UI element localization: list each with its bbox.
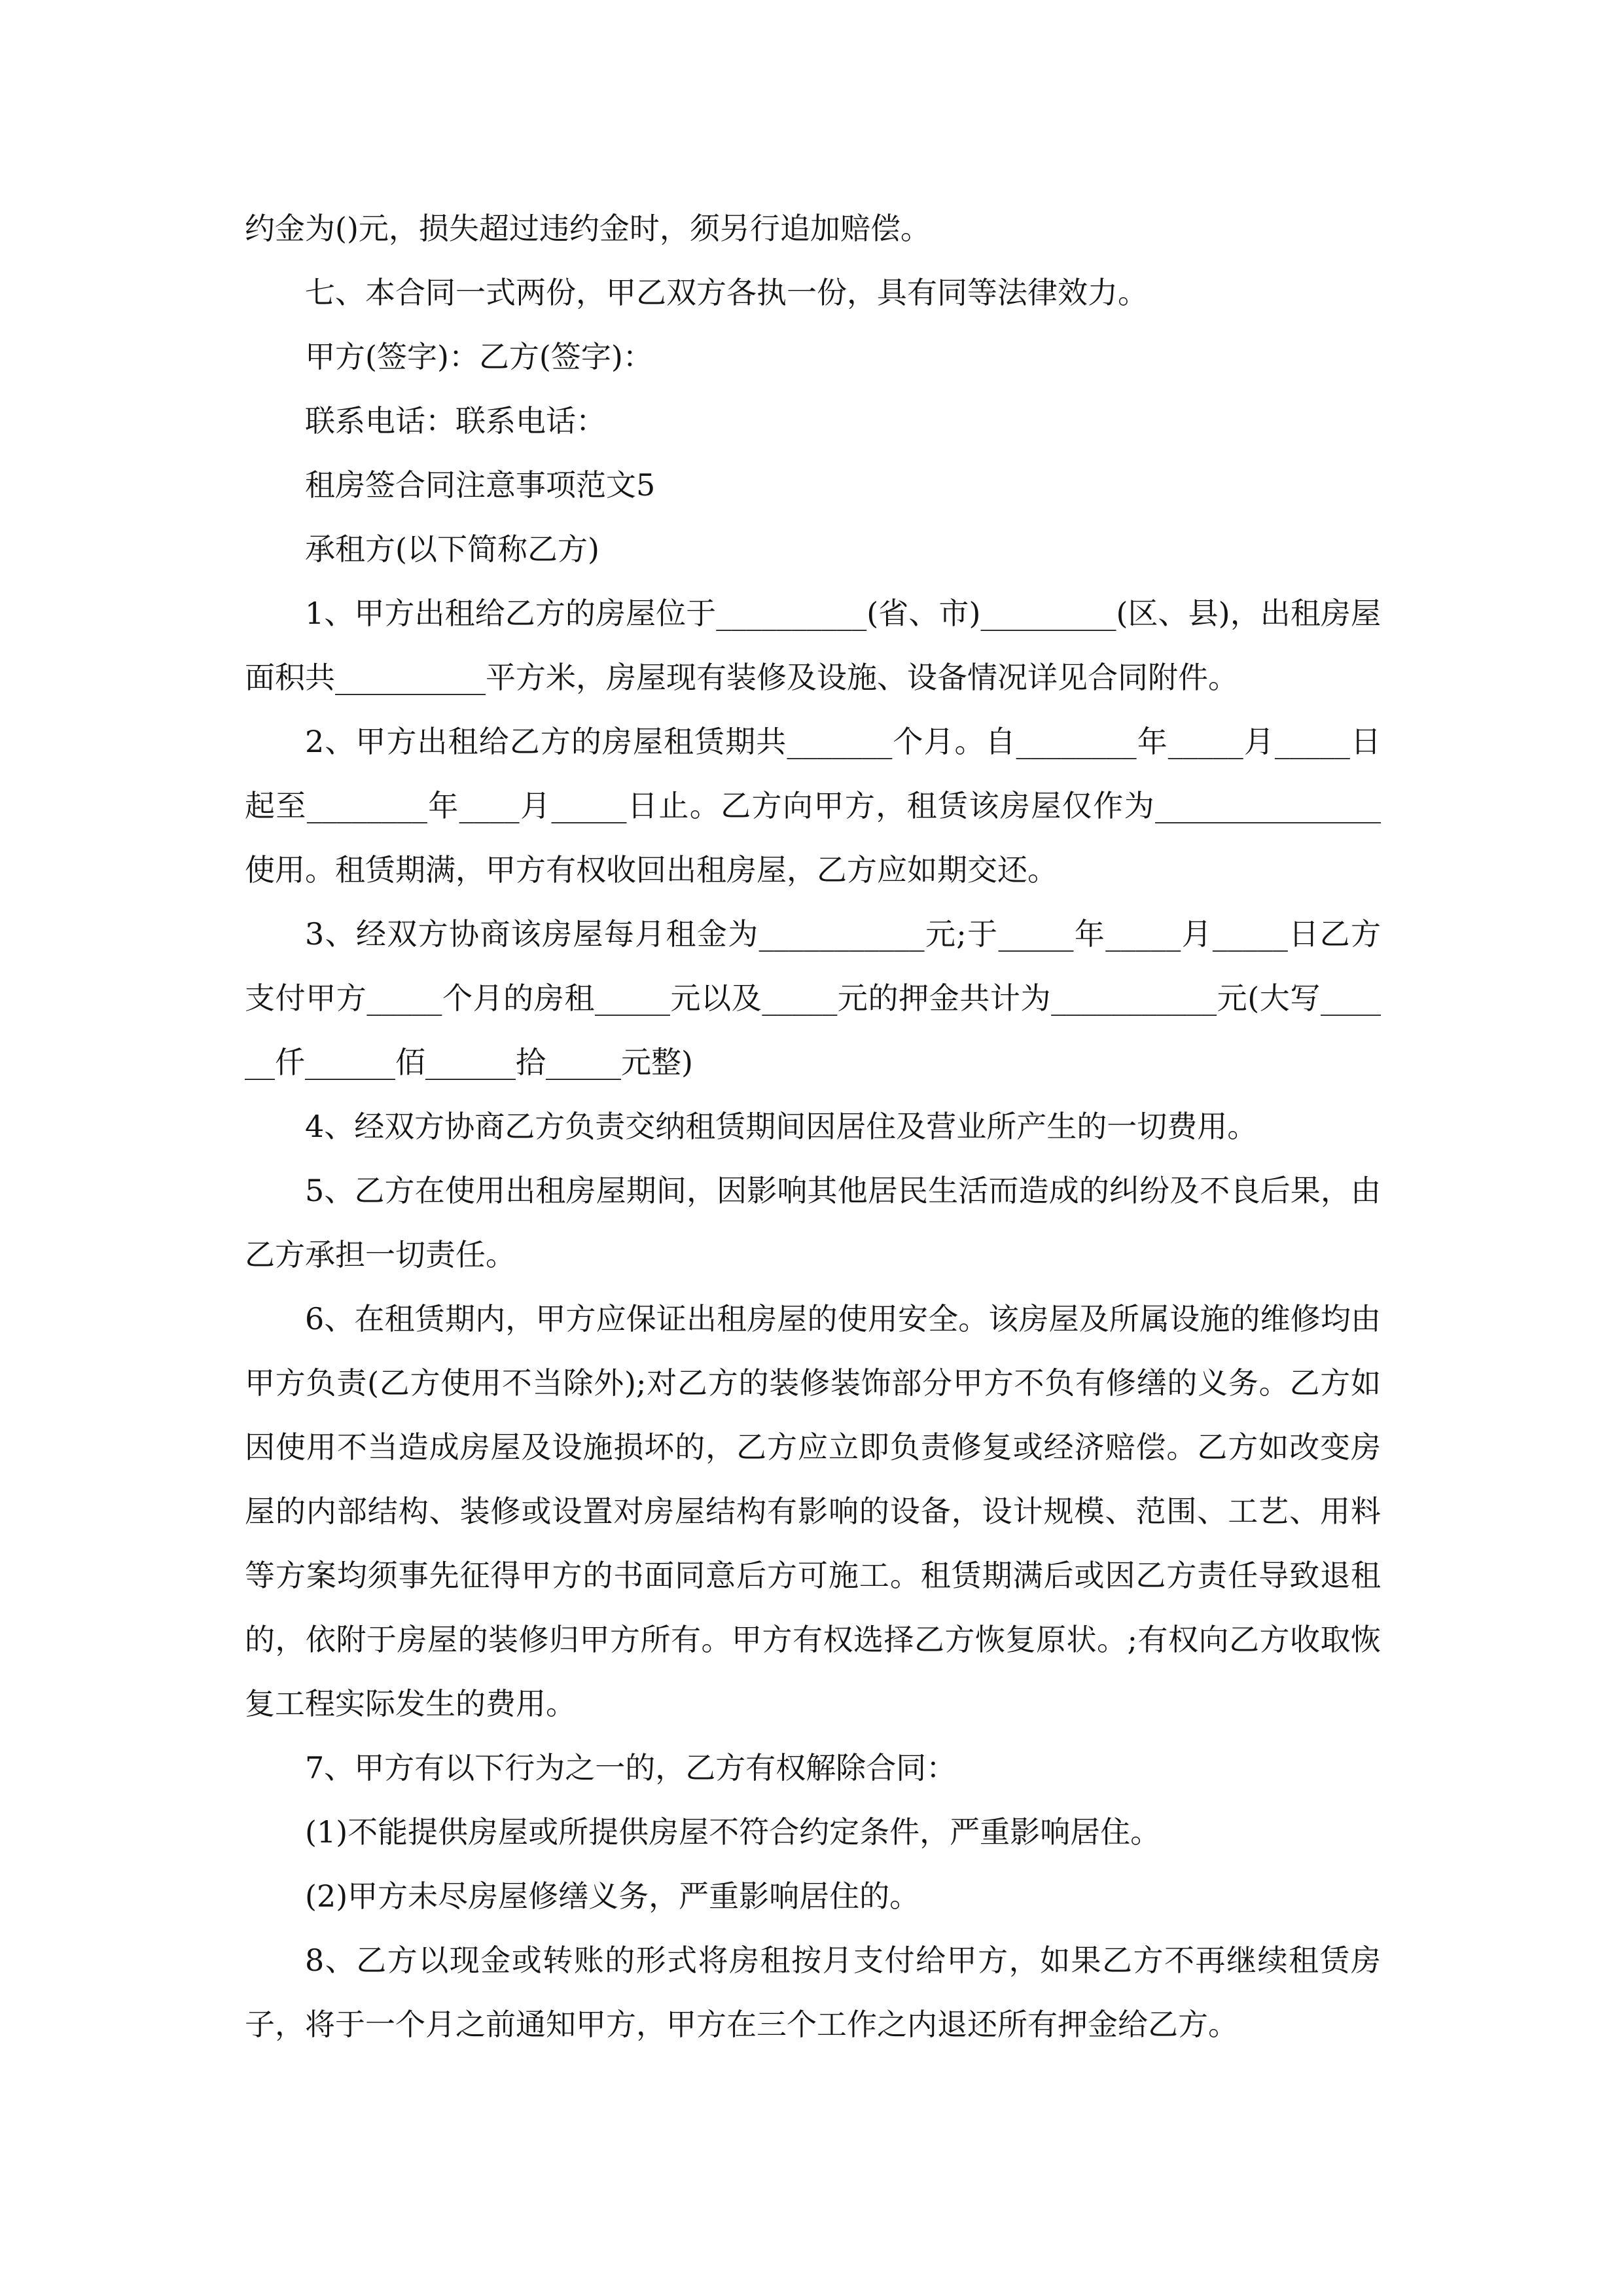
- document-body: [245, 196, 1381, 2056]
- paragraph-clause-5: 5、乙方在使用出租房屋期间，因影响其他居民生活而造成的纠纷及不良后果，由乙方承担一切责任。: [245, 1173, 1381, 1272]
- paragraph-clause-1: 1、甲方出租给乙方的房屋位于__________(省、市)_________(区、县)，出租房屋面积共__________平方米，房屋现有装修及设施、设备情况详见合同附件。: [245, 596, 1381, 695]
- paragraph-clause-8: 8、乙方以现金或转账的形式将房租按月支付给甲方，如果乙方不再继续租赁房子，将于一个月之前通知甲方，甲方在三个工作之内退还所有押金给乙方。: [245, 1943, 1381, 2042]
- paragraph-clause-6: 6、在租赁期内，甲方应保证出租房屋的使用安全。该房屋及所属设施的维修均由甲方负责(乙方使用不当除外);对乙方的装修装饰部分甲方不负有修缮的义务。乙方如因使用不当造成房屋及设施损坏的，乙方应立即负责修复或经济赔偿。乙方如改变房屋的内部结构、装修或设置对房屋结构有影响的设备，设计规模、范围、工艺、用料等方案均须事先征得甲方的书面同意后方可施工。租赁期满后或因乙方责任导致退租的，依附于房屋的装修归甲方所有。甲方有权选择乙方恢复原状。;有权向乙方收取恢复工程实际发生的费用。: [245, 1301, 1381, 1721]
- paragraph-clause-seven: 七、本合同一式两份，甲乙双方各执一份，具有同等法律效力。: [305, 275, 1148, 310]
- paragraph-clause-3: 3、经双方协商该房屋每月租金为___________元;于_____年_____月_____日乙方支付甲方_____个月的房租_____元以及_____元的押金共计为___________元(大写______仟______佰______拾_____元整): [245, 916, 1381, 1080]
- paragraph-phones: 联系电话：联系电话：: [305, 403, 606, 439]
- paragraph-clause-2: 2、甲方出租给乙方的房屋租赁期共_______个月。自________年_____月_____日起至________年____月_____日止。乙方向甲方，租赁该房屋仅作为_______________使用。租赁期满，甲方有权收回出租房屋，乙方应如期交还。: [245, 724, 1381, 888]
- paragraph-clause-4: 4、经双方协商乙方负责交纳租赁期间因居住及营业所产生的一切费用。: [305, 1109, 1258, 1144]
- paragraph-clause-7-item-2: (2)甲方未尽房屋修缮义务，严重影响居住的。: [305, 1878, 920, 1914]
- section-title: 租房签合同注意事项范文5: [305, 467, 656, 503]
- paragraph-clause-7-item-1: (1)不能提供房屋或所提供房屋不符合约定条件，严重影响居住。: [305, 1814, 1161, 1850]
- paragraph-clause-7: 7、甲方有以下行为之一的，乙方有权解除合同：: [305, 1750, 957, 1785]
- paragraph-signatures: 甲方(签字)：乙方(签字)：: [305, 339, 653, 374]
- paragraph-penalty-continuation: 约金为()元，损失超过违约金时，须另行追加赔偿。: [245, 211, 931, 246]
- paragraph-lessee: 承租方(以下简称乙方): [305, 531, 599, 567]
